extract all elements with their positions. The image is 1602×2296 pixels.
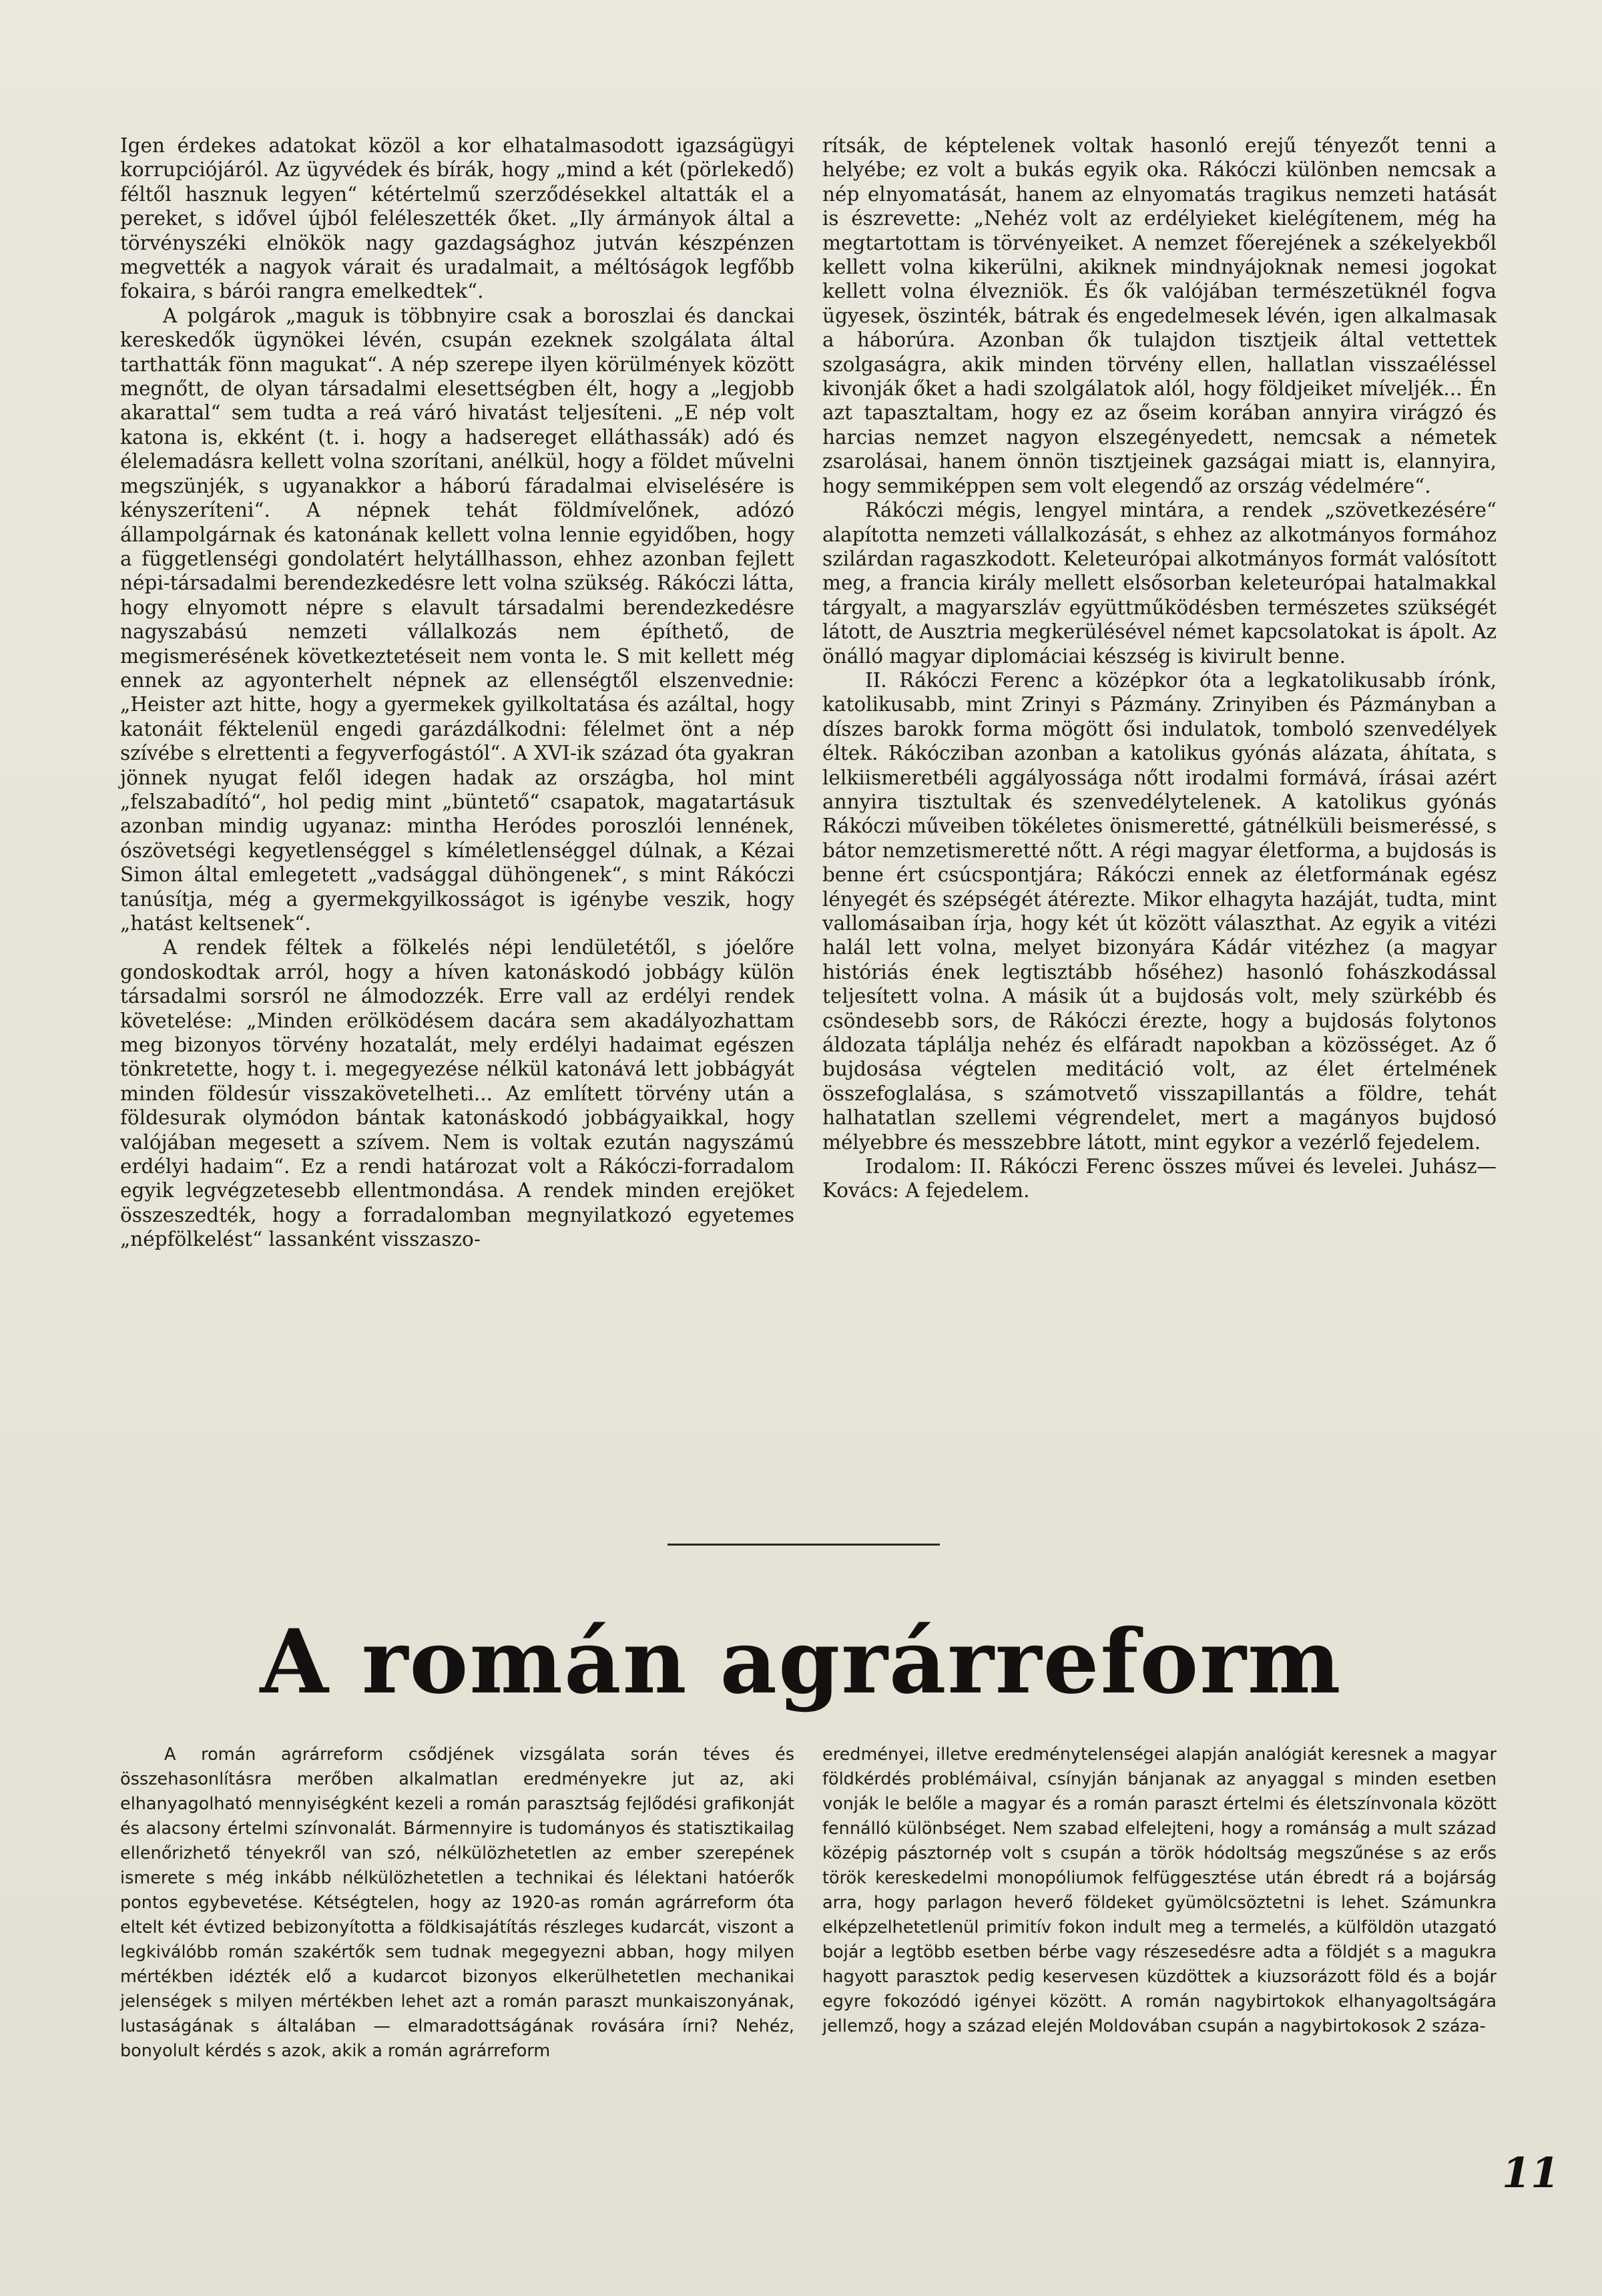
paragraph: A rendek féltek a fölkelés népi lendületétől, s jóelőre gondoskodtak arról, hogy a híven katonáskodó jobbágy külön társadalmi sorsról ne álmodozzék. Erre vall az erdélyi rendek követelése: „Minden erölködésem dacára sem akadályozhattam meg bizonyos törvény hozatalát, mely erdélyi hadaimat egészen tönkretette, hogy t. i. megegyezése nélkül katonává lett jobbágyát minden földesúr visszakövetelheti... Az említett törvény után a földesurak olymódon bántak katonáskodó jobbágyaikkal, hogy valójában megesett a szívem. Nem is voltak ezután nagyszámú erdélyi hadaim“. Ez a rendi határozat volt a Rákóczi-forradalom egyik legvégzetesebb ellentmondása. A rendek minden erejöket összeszedték, hogy a forradalomban megnyilatkozó egyetemes „népfölkelést“ lassanként visszaszo- <box>120 936 794 1251</box>
paragraph: II. Rákóczi Ferenc a középkor óta a legkatolikusabb írónk, katolikusabb, mint Zrinyi s Pázmány. Zrinyiben és Pázmányban a díszes barokk forma mögött ősi indulatok, tomboló szenvedélyek éltek. Rákócziban azonban a katolikus gyónás alázata, áhítata, s lelkiismeretbéli aggályossága nőtt irodalmi formává, írásai azért annyira tisztultak és szenvedélytelenek. A katolikus gyónás Rákóczi műveiben tökéletes önismeretté, gátnélküli beismeréssé, s bátor nemzetismeretté nőtt. A régi magyar életforma, a bujdosás is benne ért csúcspontjára; Rákóczi ennek az életformának egész lényegét és szépségét átérezte. Mikor elhagyta hazáját, tudta, mint vallomásaiban írja, hogy két út között választhat. Az egyik a vitézi halál lett volna, melyet bizonyára Kádár vitézhez (a magyar históriás ének legtisztább hőséhez) hasonló fohászkodással teljesített volna. A másik út a bujdosás volt, mely szürkébb és csöndesebb sors, de Rákóczi érezte, hogy a bujdosás folytonos áldozata táplálja nehéz és elfáradt napokban a közösséget. Az ő bujdosása végtelen meditáció volt, az élet értelmének összefoglalása, s számotvető visszapillantás a földre, tehát halhatatlan szellemi végrendelet, mert a magányos bujdosó mélyebbre és messzebbre látott, mint egykor a vezérlő fejedelem. <box>822 668 1497 1154</box>
paragraph: eredményei, illetve eredménytelenségei alapján analógiát keresnek a magyar földkérdés problémáival, csínyján bánjanak az anyaggal s minden esetben vonják le belőle a magyar és a román paraszt értelmi és életszínvonala között fennálló különbséget. Nem szabad elfelejteni, hogy a románság a mult század középig pásztornép volt s csupán a török hódoltság megszűnése s az erős török kereskedelmi monopóliumok felfüggesztése után ébredt rá a bojárság arra, hogy parlagon heverő földeket gyümölcsöztetni is lehet. Számunkra elképzelhetetlenül primitív fokon indult meg a termelés, a külföldön utazgató bojár a legtöbb esetben bérbe vagy részesedésre adta a földjét s a magukra hagyott parasztok pedig keservesen küzdöttek a kiuzsorázott föld és a bojár egyre fokozódó igényei között. A román nagybirtokok elhanyagoltságára jellemző, hogy a század elején Moldovában csupán a nagybirtokosok 2 száza- <box>822 1745 1497 2036</box>
article-1-left-column <box>120 134 794 1252</box>
paragraph: A polgárok „maguk is többnyire csak a boroszlai és danckai kereskedők ügynökei lévén, csupán ezeknek szolgálata által tarthatták fönn magukat“. A nép szerepe ilyen körülmények között megnőtt, de olyan társadalmi elesettségben élt, hogy a „legjobb akarattal“ sem tudta a reá váró hivatást teljesíteni. „E nép volt katona is, ekként (t. i. hogy a hadsereget elláthassák) adó és élelemadásra kellett volna szorítani, anélkül, hogy a földet művelni megszünjék, s ugyanakkor a háború fáradalmai elviselésére is kényszeríteni“. A népnek tehát földmívelőnek, adózó állampolgárnak és katonának kellett volna lennie egyidőben, hogy a függetlenségi gondolatért helytállhasson, ehhez azonban fejlett népi-társadalmi berendezkedésre lett volna szükség. Rákóczi látta, hogy elnyomott népre s elavult társadalmi berendezkedésre nagyszabású nemzeti vállalkozás nem építhető, de megismerésének következtetéseit nem vonta le. S mit kellett még ennek az agyonterhelt népnek az ellenségtől elszenvednie: „Heister azt hitte, hogy a gyermekek gyilkoltatása és azáltal, hogy katonáit féktelenül engedi garázdálkodni: félelmet önt a nép szívébe s elrettenti a fegyverfogástól“. A XVI-ik század óta gyakran jönnek nyugat felől idegen hadak az országba, hol mint „felszabadító“, hol pedig mint „büntető“ csapatok, magatartásuk azonban mindig ugyanaz: mintha Heródes poroszlói lennének, ószövetségi kegyetlenséggel s kíméletlenséggel dúlnak, a Kézai Simon által emlegetett „vadsággal dühöngenek“, s mint Rákóczi tanúsítja, még a gyermekgyilkosságot is igénybe veszik, hogy „hatást keltsenek“. <box>120 304 794 935</box>
article-2-right-column <box>822 1743 1497 2039</box>
paragraph: A román agrárreform csődjének vizsgálata során téves és összehasonlításra merőben alkalmatlan eredményekre jut az, aki elhanyagolható mennyiségként kezeli a román parasztság fejlődési grafikonját és alacsony értelmi színvonalát. Bármennyire is tudományos és statisztikailag ellenőrizhető tényekről van szó, nélkülözhetetlen az ember szerepének ismerete s még inkább nélkülözhetetlen a technikai és lélektani hatóerők pontos egybevetése. Kétségtelen, hogy az 1920-as román agrárreform óta eltelt két évtized bebizonyította a földkisajátítás részleges kudarcát, viszont a legkiválóbb román szakértők sem tudnak megegyezni abban, hogy milyen mértékben idézték elő a kudarcot bizonyos elkerülhetetlen mechanikai jelenségek s milyen mértékben lehet azt a román paraszt munkaiszonyának, lustaságának s általában — elmaradottságának rovására írni? Nehéz, bonyolult kérdés s azok, akik a román agrárreform <box>120 1745 794 2061</box>
paragraph: Igen érdekes adatokat közöl a kor elhatalmasodott igazságügyi korrupciójáról. Az ügyvédek és bírák, hogy „mind a két (pörlekedő) féltől hasznuk legyen“ kétértelmű szerződésekkel altatták el a pereket, s idővel újból feléleszették őket. „Ily ármányok által a törvényszéki elnökök nagy gazdagsághoz jutván készpénzen megvették a nagyok várait és uradalmait, a méltóságok legfőbb fokaira, s bárói rangra emelkedtek“. <box>120 134 794 303</box>
page-number: 11 <box>1502 2148 1560 2197</box>
section-divider <box>668 1544 940 1546</box>
article-2-title: A román agrárreform <box>260 1610 1342 1714</box>
paragraph: Rákóczi mégis, lengyel mintára, a rendek „szövetkezésére“ alapította nemzeti vállalkozását, s ehhez az alkotmányos formához szilárdan ragaszkodott. Keleteurópai alkotmányos formát valósított meg, a francia király mellett elsősorban keleteurópai hatalmakkal tárgyalt, a magyarszláv együttműködésben természetes szükségét látott, de Ausztria megkerülésével német kapcsolatokat is ápolt. Az önálló magyar diplomáciai készség is kivirult benne. <box>822 499 1497 668</box>
article-2-left-column <box>120 1743 794 2064</box>
bibliography: Irodalom: II. Rákóczi Ferenc összes művei és levelei. Juhász—Kovács: A fejedelem. <box>822 1155 1497 1202</box>
article-1-right-column <box>822 134 1497 1203</box>
paragraph: rítsák, de képtelenek voltak hasonló erejű tényezőt tenni a helyébe; ez volt a bukás egyik oka. Rákóczi különben nemcsak a nép elnyomatását, hanem az elnyomatás tragikus nemzeti hatását is észrevette: „Nehéz volt az erdélyieket kielégítenem, még ha megtartottam is törvényeiket. A nemzet főerejének a székelyekből kellett volna kikerülni, akiknek mindnyájoknak nemesi jogokat kellett volna élvezniök. És ők valójában természetüknél fogva ügyesek, öszinték, bátrak és engedelmesek lévén, igen alkalmasak a háborúra. Azonban ők tulajdon tisztjeik által vettettek szolgaságra, akik minden törvény ellen, hallatlan visszaéléssel kivonják őket a hadi szolgálatok alól, hogy földjeiket míveljék... Én azt tapasztaltam, hogy ez az őseim korában annyira virágzó és harcias nemzet nagyon elszegényedett, nemcsak a németek zsarolásai, hanem önnön tisztjeinek gazságai miatt is, elannyira, hogy semmiképpen sem volt elegendő az ország védelmére“. <box>822 134 1497 497</box>
